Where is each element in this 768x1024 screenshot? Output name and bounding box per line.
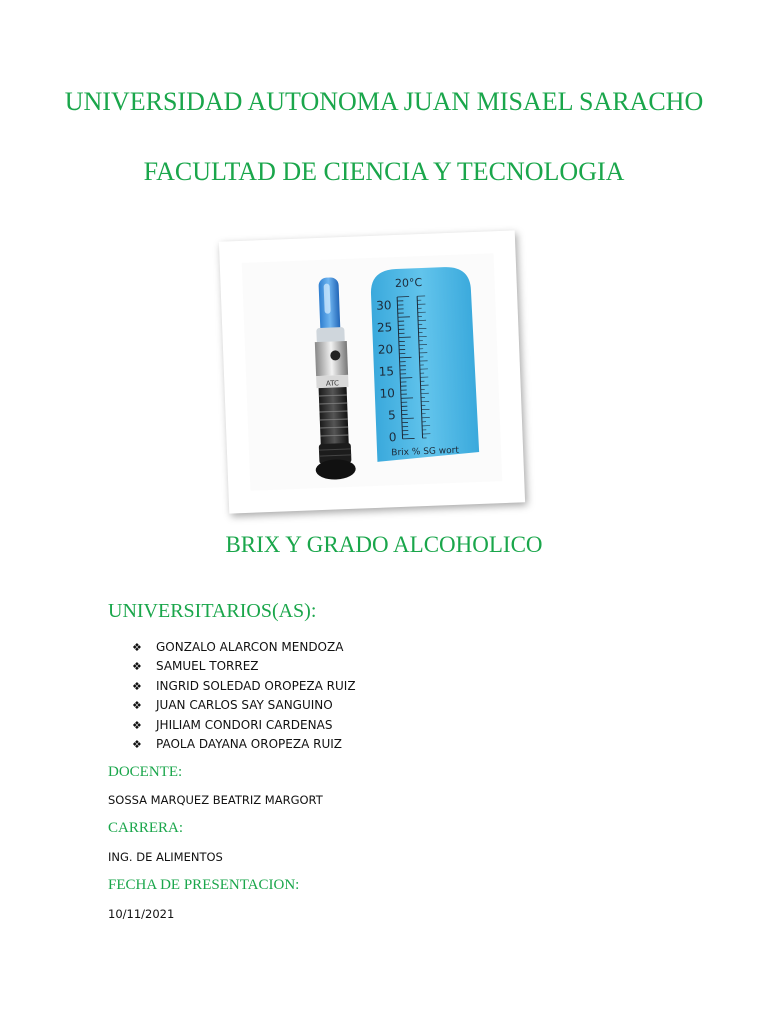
atc-label: ATC [325,379,340,388]
diamond-bullet-icon: ❖ [132,641,142,654]
student-name: SAMUEL TORREZ [156,659,259,674]
scale-number: 0 [388,430,397,445]
refractometer-photo [219,230,525,513]
career-name: ING. DE ALIMENTOS [108,850,223,864]
date-label: FECHA DE PRESENTACION: [108,877,300,893]
scale-number: 10 [379,386,396,401]
students-heading: UNIVERSITARIOS(AS): [108,600,317,622]
university-title: UNIVERSIDAD AUTONOMA JUAN MISAEL SARACHO [64,87,704,116]
teacher-name: SOSSA MARQUEZ BEATRIZ MARGORT [108,793,323,807]
scale-number: 20 [377,342,394,357]
subject-title: BRIX Y GRADO ALCOHOLICO [225,532,543,557]
list-item [132,657,356,676]
scale-number: 25 [376,320,393,335]
list-item [132,696,356,715]
student-name: INGRID SOLEDAD OROPEZA RUIZ [156,678,356,693]
student-name: PAOLA DAYANA OROPEZA RUIZ [156,736,342,751]
teacher-label: DOCENTE: [108,764,183,780]
diamond-bullet-icon: ❖ [132,679,142,693]
students-list [132,638,356,754]
list-item [132,716,356,735]
list-item [132,735,356,754]
faculty-title: FACULTAD DE CIENCIA Y TECNOLOGIA [143,157,625,186]
diamond-bullet-icon: ❖ [132,737,142,751]
career-label: CARRERA: [108,820,184,836]
scale-number: 15 [378,364,395,379]
list-item [132,677,356,696]
diamond-bullet-icon: ❖ [132,718,142,732]
scale-footer-label: Brix % SG wort [391,445,460,459]
diamond-bullet-icon: ❖ [132,699,142,713]
brix-scale [370,266,479,462]
list-item [132,638,356,657]
student-name: JHILIAM CONDORI CARDENAS [156,717,333,732]
student-name: JUAN CARLOS SAY SANGUINO [156,698,333,713]
scale-temperature-label: 20°C [394,276,423,291]
diamond-bullet-icon: ❖ [132,660,142,674]
scale-number: 5 [387,408,396,423]
student-name: GONZALO ALARCON MENDOZA [156,640,344,654]
presentation-date: 10/11/2021 [108,907,175,921]
scale-number: 30 [375,298,392,313]
refractometer-illustration [219,230,525,513]
